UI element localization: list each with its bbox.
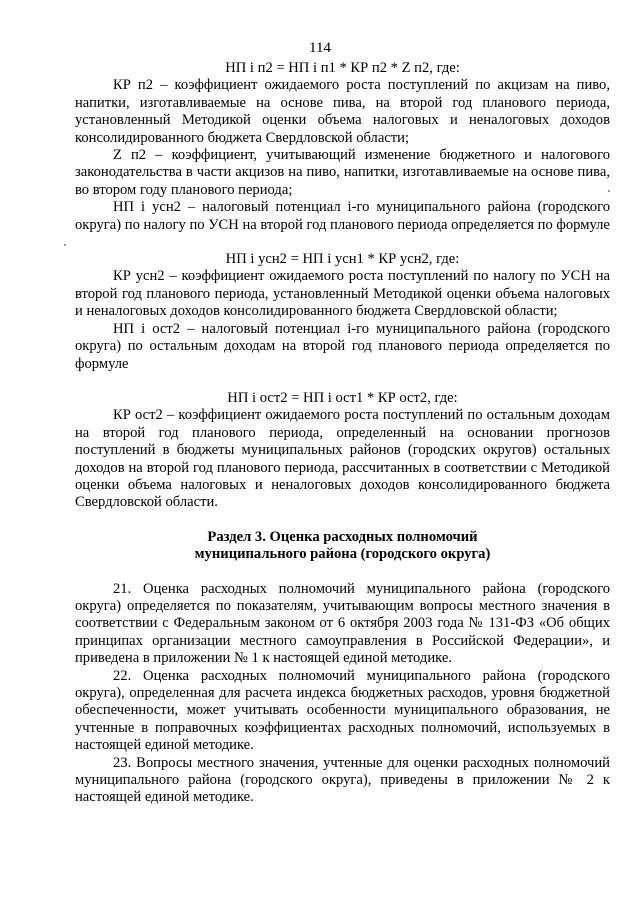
paragraph-23: 23. Вопросы местного значения, учтенные для оценки расходных полномочий муниципального района (городского округа), приведены в приложении № 2 к настоящей единой методике.: [75, 754, 610, 806]
spacer: [75, 234, 610, 251]
paragraph-22: 22. Оценка расходных полномочий муниципального района (городского округа), определенная для расчета индекса бюджетных расходов, уровня бюджетной обеспеченности, может учитывать особенности муниципального образования, не учтенные в поправочных коэффициентах расходных полномочий, используемых в настоящей единой методике.: [75, 667, 610, 754]
paragraph-z-p2: Z п2 – коэффициент, учитывающий изменение бюджетного и налогового законодательства в части акцизов на пиво, напитки, изготавливаемые на основе пива, во втором году планового периода;: [75, 147, 610, 198]
paragraph-kr-p2: КР п2 – коэффициент ожидаемого роста поступлений по акцизам на пиво, напитки, изготавливаемые на основе пива, на второй год планового периода, установленный Методикой оценки объема налоговых и неналоговых доходов консолидированного бюджета Свердловской области;: [75, 77, 610, 146]
section-title-line-1: Раздел 3. Оценка расходных полномочий: [207, 528, 478, 545]
paragraph-kr-usn2: КР усн2 – коэффициент ожидаемого роста поступлений по налогу по УСН на второй год планового периода, установленный Методикой оценки объема налоговых и неналоговых доходов консолидированного бюджета Свердловской области;: [75, 268, 610, 320]
paragraph-np-ost2: НП i ост2 – налоговый потенциал i-го муниципального района (городского округа) по остальным доходам на второй год планового периода определяется по формуле: [75, 320, 610, 372]
formula-np-usn2: НП i усн2 = НП i усн1 * КР усн2, где:: [225, 251, 460, 268]
scan-speck: [608, 190, 610, 192]
scan-speck: [64, 244, 66, 246]
paragraph-np-usn2: НП i усн2 – налоговый потенциал i-го муниципального района (городского округа) по налогу по УСН на второй год планового периода определяется по формуле: [75, 199, 610, 233]
paragraph-kr-ost2: КР ост2 – коэффициент ожидаемого роста поступлений по остальным доходам на второй год планового периода, определенный на основании прогнозов поступлений в бюджеты муниципальных районов (городских округов) остальных доходов на второй год планового периода, рассчитанных в соответствии с Методикой оценки объема налоговых и неналоговых доходов консолидированного бюджета Свердловской области.: [75, 407, 610, 511]
document-body: [75, 60, 610, 807]
formula-np-ost2: НП i ост2 = НП i ост1 * КР ост2, где:: [227, 389, 458, 406]
spacer: [75, 564, 610, 581]
formula-np-p2: НП i п2 = НП i п1 * КР п2 * Z п2, где:: [225, 60, 460, 76]
spacer: [75, 373, 610, 390]
paragraph-21: 21. Оценка расходных полномочий муниципального района (городского округа) определяется по показателям, учитывающим вопросы местного значения в соответствии с Федеральным законом от 6 октября 2003 года № 131-ФЗ «Об общих принципах организации местного самоуправления в Российской Федерации», и приведена в приложении № 1 к настоящей единой методике.: [75, 580, 610, 667]
spacer: [75, 512, 610, 529]
page-number: 114: [309, 40, 331, 56]
section-title-line-2: муниципального района (городского округа): [194, 546, 491, 563]
